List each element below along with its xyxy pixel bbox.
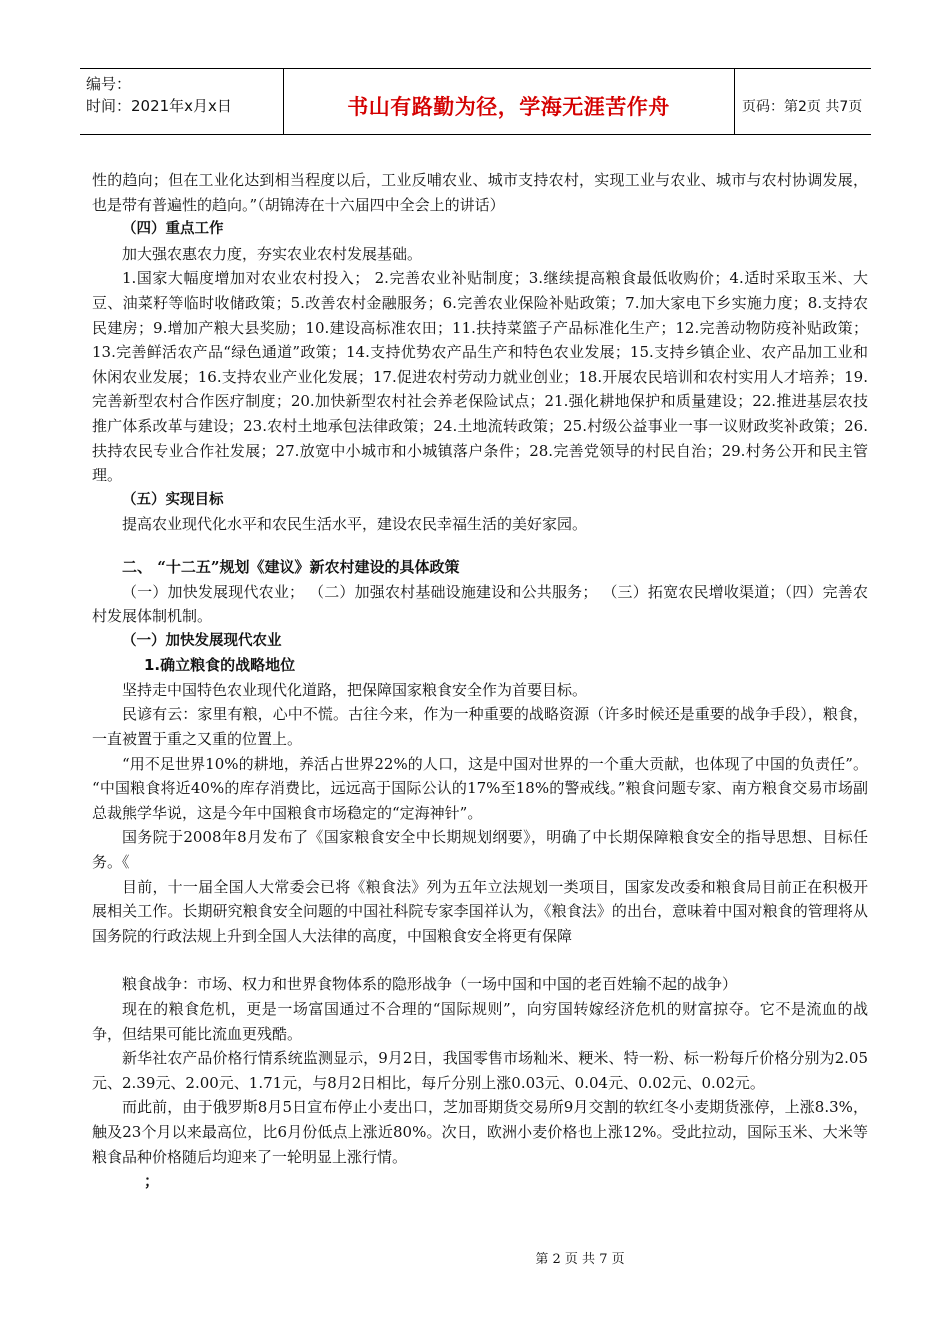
subsection-heading: 1.确立粮食的战略地位 [144, 656, 296, 675]
paragraph: 民谚有云：家里有粮，心中不慌。古往今来，作为一种重要的战略资源（许多时候还是重要的战争手段），粮食，一直被置于重之又重的位置上。 [92, 705, 868, 749]
number-label: 编号： [86, 75, 132, 93]
paragraph: 国务院于2008年8月发布了《国家粮食安全中长期规划纲要》，明确了中长期保障粮食安全的指导思想、目标任务。《 [92, 828, 868, 872]
chapter-heading: 二、 “十二五”规划《建议》新农村建设的具体政策 [122, 557, 460, 576]
header-meta-cell [80, 69, 284, 134]
section-heading: （一）加快发展现代农业 [122, 632, 282, 649]
time-label: 时间：2021年x月x日 [86, 97, 232, 115]
trailing-semicolon: ； [144, 1172, 160, 1191]
header-motto-cell [283, 69, 735, 134]
paragraph: 性的趋向；但在工业化达到相当程度以后，工业反哺农业、城市支持农村，实现工业与农业、城市与农村协调发展，也是带有普遍性的趋向。”（胡锦涛在十六届四中全会上的讲话） [92, 171, 868, 214]
paragraph: 而此前，由于俄罗斯8月5日宣布停止小麦出口，芝加哥期货交易所9月交割的软红冬小麦期货涨停，上涨8.3%，触及23个月以来最高位，比6月份低点上涨近80%。次日，欧洲小麦价格也上涨12%。受此拉动，国际玉米、大米等粮食品种价格随后均迎来了一轮明显上涨行情。 [92, 1098, 868, 1166]
motto: 书山有路勤为径，学海无涯苦作舟 [347, 95, 670, 119]
page-footer: 第 2 页 共 7 页 [535, 1252, 625, 1267]
paragraph: 现在的粮食危机，更是一场富国通过不合理的“国际规则”，向穷国转嫁经济危机的财富掠夺。它不是流血的战争，但结果可能比流血更残酷。 [92, 1000, 868, 1043]
header-page-cell [734, 69, 871, 134]
document-body [92, 168, 868, 1194]
policy-list: 1.国家大幅度增加对农业农村投入； 2.完善农业补贴制度；3.继续提高粮食最低收购价；4.适时采取玉米、大豆、油菜籽等临时收储政策；5.改善农村金融服务；6.完善农业保险补贴政策；7.加大家电下乡实施力度；8.支持农民建房；9.增加产粮大县奖励；10.建设高标准农田；11.扶持菜篮子产品标准化生产；12.完善动物防疫补贴政策；13.完善鲜活农产品“绿色通道”政策；14.支持优势农产品生产和特色农业发展；15.支持乡镇企业、农产品加工业和休闲农业发展；16.支持农业产业化发展；17.促进农村劳动力就业创业；18.开展农民培训和农村实用人才培养；19.完善新型农村合作医疗制度；20.加快新型农村社会养老保险试点；21.强化耕地保护和质量建设；22.推进基层农技推广体系改革与建设；23.农村土地承包法律政策；24.土地流转政策；25.村级公益事业一事一议财政奖补政策；26.扶持农民专业合作社发展；27.放宽中小城市和小城镇落户条件；28.完善党领导的村民自治；29.村务公开和民主管理。 [92, 269, 868, 485]
section-heading: （四）重点工作 [122, 221, 224, 238]
paragraph: 粮食战争：市场、权力和世界食物体系的隐形战争（一场中国和中国的老百姓输不起的战争） [122, 975, 738, 994]
paragraph: （一）加快发展现代农业； （二）加强农村基础设施建设和公共服务； （三）拓宽农民增收渠道；（四）完善农村发展体制机制。 [92, 582, 868, 626]
paragraph: 目前，十一届全国人大常委会已将《粮食法》列为五年立法规划一类项目，国家发改委和粮食局目前正在积极开展相关工作。长期研究粮食安全问题的中国社科院专家李国祥认为，《粮食法》的出台，意味着中国对粮食的管理将从国务院的行政法规上升到全国人大法律的高度，中国粮食安全将更有保障 [92, 877, 868, 945]
paragraph: “用不足世界10%的耕地，养活占世界22%的人口，这是中国对世界的一个重大贡献，也体现了中国的负责任”。 “中国粮食将近40%的库存消费比，远远高于国际公认的17%至18%的警戒线。”粮食问题专家、南方粮食交易市场副总裁熊学华说，这是今年中国粮食市场稳定的“定海神针”。 [92, 754, 868, 822]
section-heading: （五）实现目标 [122, 491, 224, 508]
paragraph: 提高农业现代化水平和农民生活水平，建设农民幸福生活的美好家园。 [122, 515, 588, 534]
paragraph: 加大强农惠农力度，夯实农业农村发展基础。 [122, 244, 423, 263]
paragraph: 新华社农产品价格行情系统监测显示，9月2日，我国零售市场籼米、粳米、特一粉、标一粉每斤价格分别为2.05元、2.39元、2.00元、1.71元，与8月2日相比，每斤分别上涨0.03元、0.04元、0.02元、0.02元。 [92, 1049, 868, 1092]
page-indicator: 页码：第2页 共7页 [742, 99, 863, 115]
page-header [80, 68, 871, 135]
paragraph: 坚持走中国特色农业现代化道路，把保障国家粮食安全作为首要目标。 [122, 680, 588, 699]
